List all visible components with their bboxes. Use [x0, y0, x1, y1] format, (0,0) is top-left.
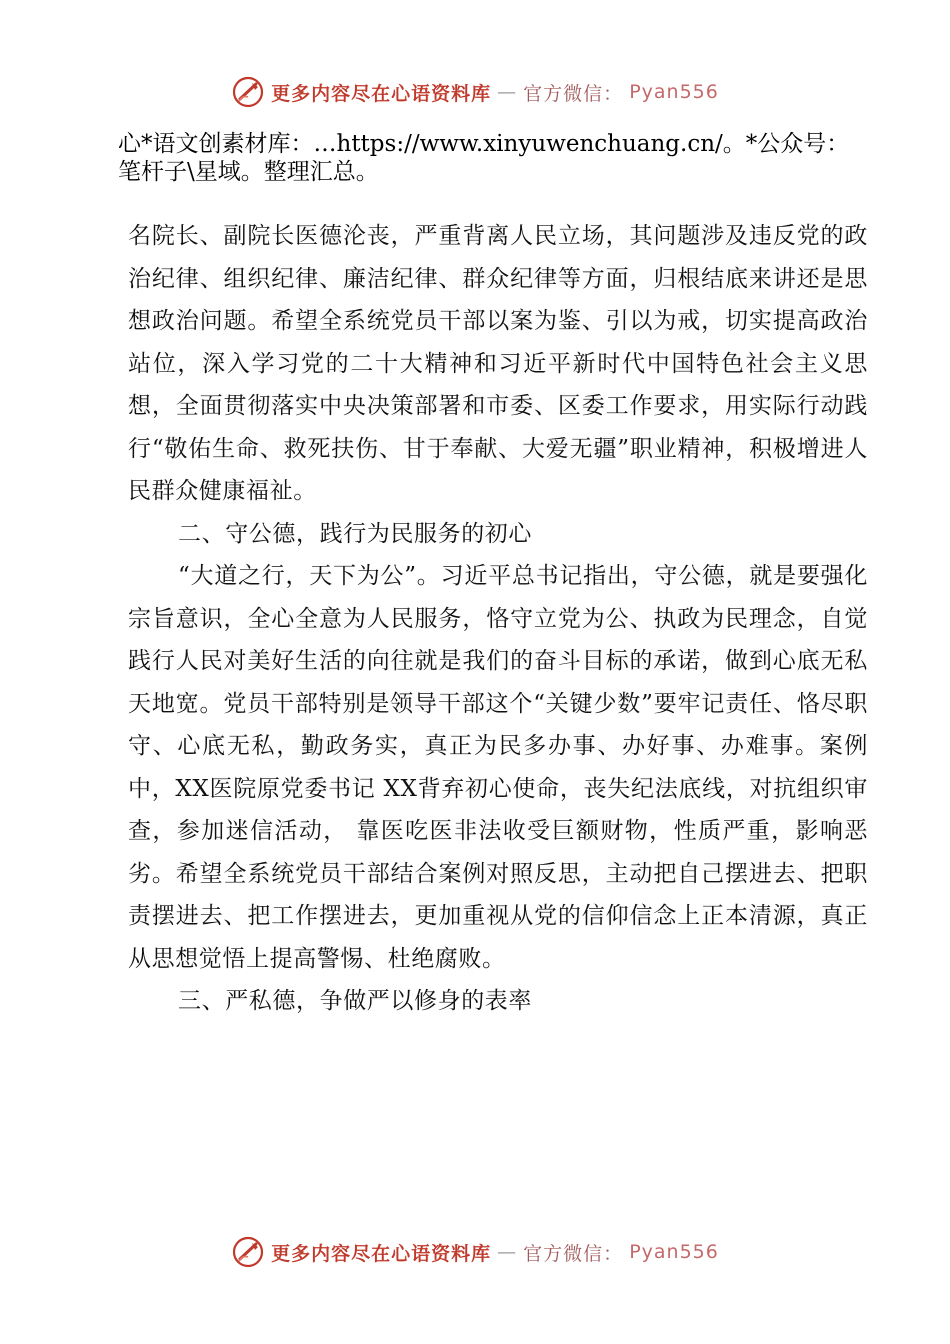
source-note: 心*语文创素材库：…https://www.xinyuwenchuang.cn/。*公众号：笔杆子\星域。整理汇总。 — [118, 131, 850, 185]
footer-watermark — [0, 1232, 950, 1272]
body-paragraph: 名院长、副院长医德沦丧，严重背离人民立场，其问题涉及违反党的政治纪律、组织纪律、廉洁纪律、群众纪律等方面，归根结底来讲还是思想政治问题。希望全系统党员干部以案为鉴、引以为戒，切实提高政治站位，深入学习党的二十大精神和习近平新时代中国特色社会主义思想，全面贯彻落实中央决策部署和市委、区委工作要求，用实际行动践行“敬佑生命、救死扶伤、甘于奉献、大爱无疆”职业精神，积极增进人民群众健康福祉。 — [128, 223, 868, 504]
watermark-wechat-id: Pyan556 — [629, 81, 719, 103]
section-heading: 二、守公德，践行为民服务的初心 — [178, 520, 532, 547]
body-paragraph: “大道之行，天下为公”。习近平总书记指出，守公德，就是要强化宗旨意识，全心全意为人民服务，恪守立党为公、执政为民理念，自觉践行人民对美好生活的向往就是我们的奋斗目标的承诺，做到心底无私天地宽。党员干部特别是领导干部这个“关键少数”要牢记责任、恪尽职守、心底无私，勤政务实，真正为民多办事、办好事、办难事。案例中，XX医院原党委书记 XX背弃初心使命，丧失纪法底线，对抗组织审查，参加迷信活动， 靠医吃医非法收受巨额财物，性质严重，影响恶劣。希望全系统党员干部结合案例对照反思，主动把自己摆进去、把职责摆进去、把工作摆进去，更加重视从党的信仰信念上正本清源，真正从思想觉悟上提高警惕、杜绝腐败。 — [128, 563, 868, 972]
watermark-wechat-id: Pyan556 — [629, 1241, 719, 1263]
watermark-wechat-label: 官方微信： — [523, 1242, 624, 1265]
watermark-separator: — — [497, 81, 518, 103]
section-heading: 三、严私德，争做严以修身的表率 — [178, 988, 532, 1014]
logo-icon — [231, 1235, 265, 1269]
watermark-brand: 更多内容尽在心语资料库 — [271, 1242, 492, 1265]
header-watermark — [0, 72, 950, 112]
watermark-wechat-label: 官方微信： — [523, 82, 624, 105]
watermark-brand: 更多内容尽在心语资料库 — [271, 82, 492, 105]
watermark-separator: — — [497, 1241, 518, 1263]
logo-icon — [231, 75, 265, 109]
document-body — [128, 215, 868, 1023]
